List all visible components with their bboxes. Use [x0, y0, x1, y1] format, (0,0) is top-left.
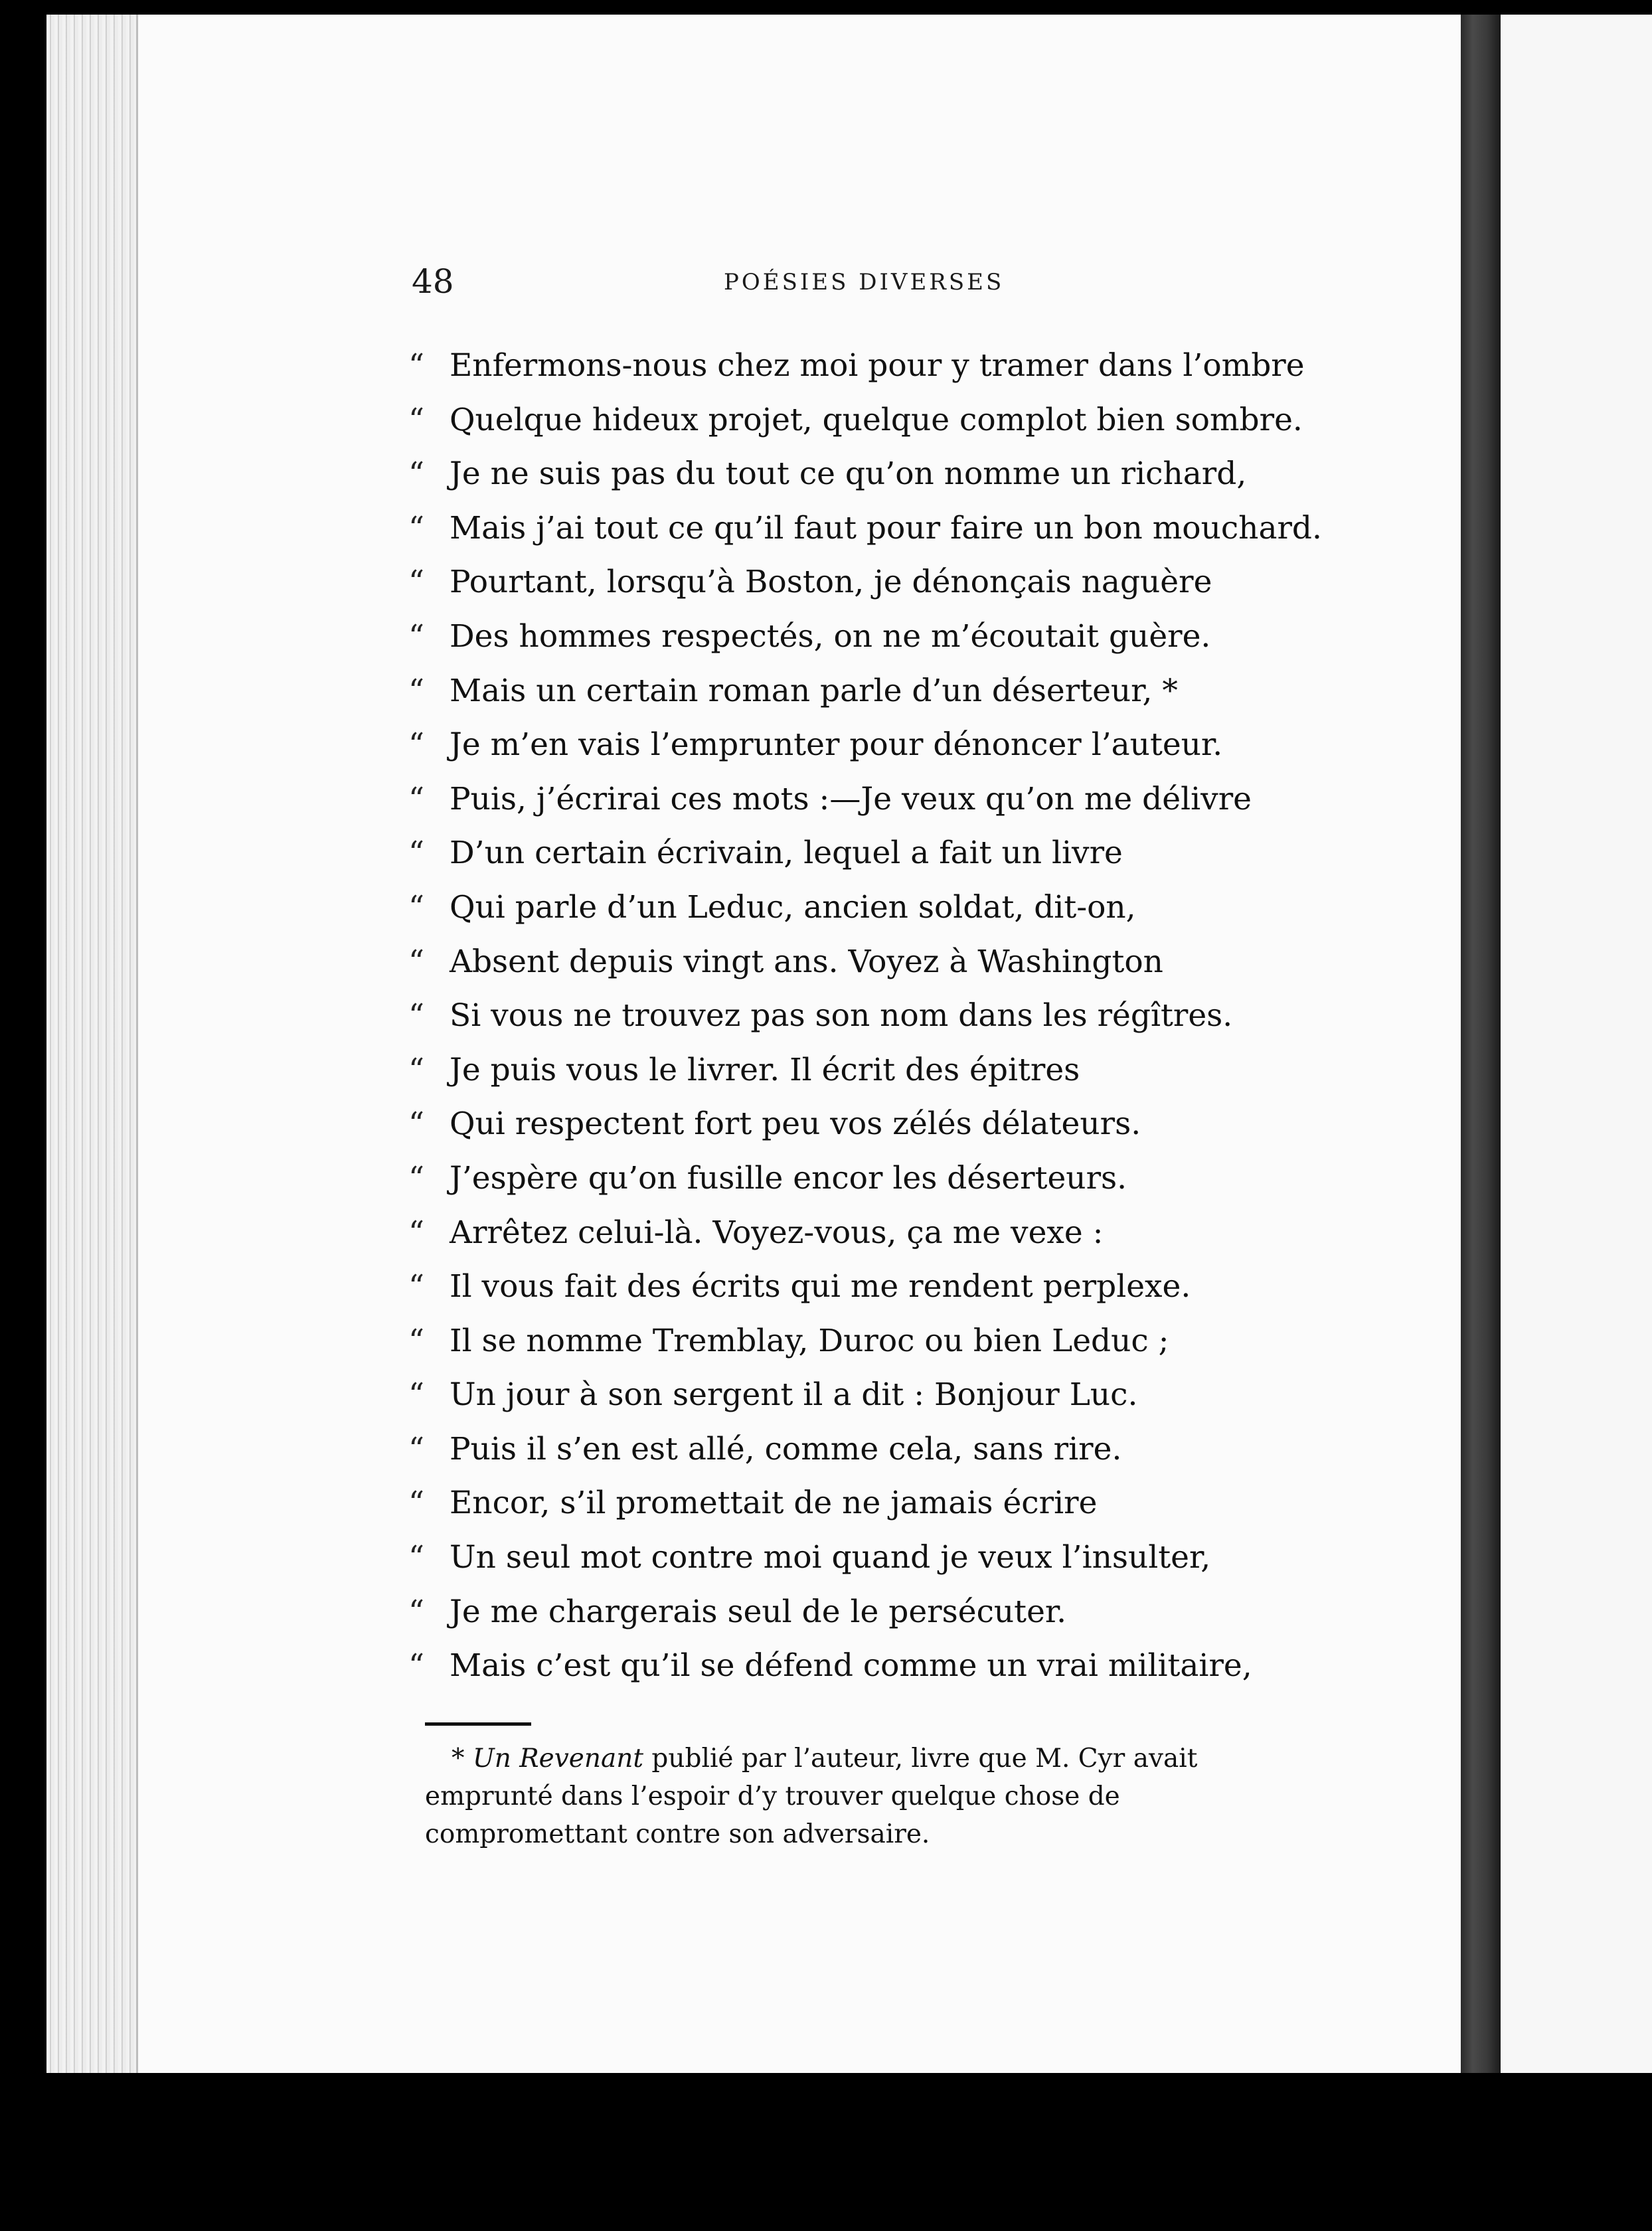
- verse-text: Qui respectent fort peu vos zélés délateurs.: [450, 1106, 1141, 1143]
- running-head: POÉSIES DIVERSES: [724, 269, 1005, 295]
- book-spine: [1461, 15, 1501, 2073]
- opening-quote: “: [408, 1051, 425, 1088]
- verse-line: [408, 610, 1338, 664]
- verse-text: Puis, j’écrirai ces mots :—Je veux qu’on me délivre: [450, 780, 1252, 817]
- opening-quote: “: [408, 1539, 425, 1576]
- verse-line: [408, 1151, 1338, 1206]
- verse-text: Puis il s’en est allé, comme cela, sans rire.: [450, 1430, 1122, 1467]
- opening-quote: “: [408, 1593, 425, 1630]
- verse-line: [408, 1639, 1338, 1693]
- verse-line: [408, 1530, 1338, 1585]
- verse-line: [408, 826, 1338, 880]
- verse-line: [408, 1097, 1338, 1151]
- verse-text: Un jour à son sergent il a dit : Bonjour Luc.: [450, 1376, 1138, 1414]
- opening-quote: “: [408, 1430, 425, 1467]
- verse-text: Encor, s’il promettait de ne jamais écrire: [450, 1485, 1098, 1522]
- scan-top-border: [0, 0, 1652, 15]
- opening-quote: “: [408, 997, 425, 1034]
- opening-quote: “: [408, 564, 425, 601]
- page-edges: [46, 15, 139, 2073]
- verse-line: [408, 1422, 1338, 1477]
- verse-line: [408, 1314, 1338, 1368]
- verse-text: Je ne suis pas du tout ce qu’on nomme un richard,: [450, 455, 1247, 493]
- footnote-title: Un Revenant: [472, 1744, 644, 1774]
- scan-bottom-border: [0, 2073, 1652, 2231]
- page-number: 48: [412, 262, 454, 301]
- footnote-rule: [425, 1722, 531, 1726]
- verse-text: Mais c’est qu’il se défend comme un vrai militaire,: [450, 1647, 1252, 1685]
- verse-text: Je me chargerais seul de le persécuter.: [450, 1593, 1067, 1630]
- verse-line: [408, 1585, 1338, 1639]
- opening-quote: “: [408, 1647, 425, 1685]
- opening-quote: “: [408, 1322, 425, 1359]
- verse-line: [408, 339, 1338, 393]
- verse-text: Arrêtez celui-là. Voyez-vous, ça me vexe :: [450, 1214, 1104, 1251]
- verse-line: [408, 1368, 1338, 1422]
- verse-text: D’un certain écrivain, lequel a fait un livre: [450, 835, 1123, 872]
- verse-text: Pourtant, lorsqu’à Boston, je dénonçais naguère: [450, 564, 1212, 601]
- verse-text: Mais un certain roman parle d’un déserteur, *: [450, 672, 1178, 709]
- verse-line: [408, 880, 1338, 935]
- opening-quote: “: [408, 1376, 425, 1414]
- verse-text: Je m’en vais l’emprunter pour dénoncer l’auteur.: [450, 726, 1223, 764]
- opening-quote: “: [408, 509, 425, 546]
- opening-quote: “: [408, 455, 425, 493]
- verse-text: Absent depuis vingt ans. Voyez à Washington: [450, 943, 1163, 980]
- opening-quote: “: [408, 1106, 425, 1143]
- verse-line: [408, 935, 1338, 989]
- verse-text: Il se nomme Tremblay, Duroc ou bien Leduc ;: [450, 1322, 1169, 1359]
- opening-quote: “: [408, 1268, 425, 1305]
- opening-quote: “: [408, 726, 425, 764]
- verse-text: Quelque hideux projet, quelque complot bien sombre.: [450, 401, 1303, 438]
- verse-text: Mais j’ai tout ce qu’il faut pour faire un bon mouchard.: [450, 509, 1322, 546]
- facing-page-edge: [1501, 15, 1652, 2073]
- verse-text: Il vous fait des écrits qui me rendent perplexe.: [450, 1268, 1191, 1305]
- verse-line: [408, 1043, 1338, 1098]
- opening-quote: “: [408, 835, 425, 872]
- verse-line: [408, 772, 1338, 827]
- footnote-marker: *: [452, 1744, 465, 1774]
- verse-text: Des hommes respectés, on ne m’écoutait guère.: [450, 618, 1211, 655]
- opening-quote: “: [408, 1214, 425, 1251]
- verse-line: [408, 393, 1338, 448]
- verse-line: [408, 1476, 1338, 1530]
- verse-line: [408, 1206, 1338, 1260]
- opening-quote: “: [408, 1159, 425, 1197]
- verse-text: J’espère qu’on fusille encor les déserteurs.: [450, 1159, 1127, 1197]
- opening-quote: “: [408, 1485, 425, 1522]
- footnote-text: publié par l’auteur, livre que M. Cyr avait emprunté dans l’espoir d’y trouver quelque chose de compromettant contre son adversaire.: [425, 1744, 1198, 1849]
- verse-line: [408, 664, 1338, 718]
- opening-quote: “: [408, 347, 425, 384]
- verse-text: Un seul mot contre moi quand je veux l’insulter,: [450, 1539, 1211, 1576]
- verse-block: [408, 339, 1338, 1693]
- opening-quote: “: [408, 618, 425, 655]
- footnote: [425, 1740, 1308, 1853]
- opening-quote: “: [408, 401, 425, 438]
- opening-quote: “: [408, 888, 425, 926]
- opening-quote: “: [408, 780, 425, 817]
- verse-line: [408, 555, 1338, 610]
- verse-text: Si vous ne trouvez pas son nom dans les régîtres.: [450, 997, 1233, 1034]
- verse-text: Je puis vous le livrer. Il écrit des épitres: [450, 1051, 1080, 1088]
- verse-line: [408, 1260, 1338, 1314]
- opening-quote: “: [408, 672, 425, 709]
- verse-line: [408, 718, 1338, 772]
- verse-text: Enfermons-nous chez moi pour y tramer dans l’ombre: [450, 347, 1305, 384]
- verse-text: Qui parle d’un Leduc, ancien soldat, dit-on,: [450, 888, 1136, 926]
- verse-line: [408, 501, 1338, 556]
- opening-quote: “: [408, 943, 425, 980]
- verse-line: [408, 989, 1338, 1043]
- verse-line: [408, 447, 1338, 501]
